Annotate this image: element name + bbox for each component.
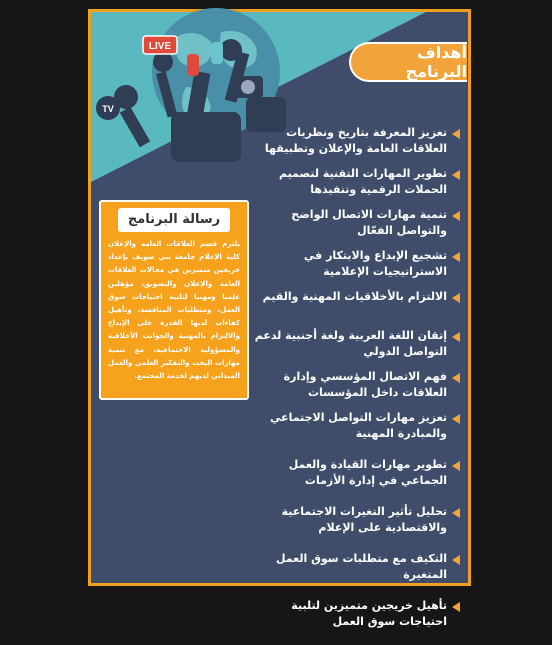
arrow-bullet-icon: [452, 293, 460, 303]
arrow-bullet-icon: [452, 252, 460, 262]
arrow-bullet-icon: [452, 170, 460, 180]
camera-icon: [233, 76, 263, 98]
goals-title: [349, 42, 467, 82]
goal-item: التكيف مع متطلبات سوق العمل المتغيرة: [252, 551, 460, 583]
goal-item: تعزيز مهارات التواصل الاجتماعي والمبادرة المهنية: [252, 410, 460, 442]
goals-title-text: أهداف البرنامج: [405, 43, 467, 81]
program-message-box: [99, 200, 249, 400]
program-message-body: يلتزم قسم العلاقات العامة والإعلان كلية الإعلام جامعة بني سويف بإعداد خريجين متميزين في مجالات العلاقات العامة والإعلان والتسويق، مؤهلين علميا ومهنيا لتلبية احتياجات سوق العمل، ومتطلبات المنافسة، وتأهيل كفاءات لديها القدرة على الإبداع والالتزام بالمهنية والجوانب الأخلاقية والمسؤولية الاجتماعية، مع تنمية مهارات البحث والتفكير العلمي والعمل الميداني لديهم لخدمة المجتمع.: [108, 240, 240, 381]
arrow-bullet-icon: [452, 129, 460, 139]
program-poster: [88, 9, 471, 628]
program-message-title: رسالة البرنامج: [118, 208, 230, 232]
goal-item: الالتزام بالأخلاقيات المهنية والقيم: [252, 289, 460, 319]
goal-item: إتقان اللغة العربية ولغة أجنبية لدعم التواصل الدولي: [252, 328, 460, 360]
live-badge: [143, 36, 177, 54]
arrow-bullet-icon: [452, 414, 460, 424]
svg-text:LIVE: LIVE: [148, 41, 172, 52]
goal-item: تشجيع الإبداع والابتكار في الاستراتيجيات الإعلامية: [252, 248, 460, 280]
arrow-bullet-icon: [452, 555, 460, 565]
goal-item: تحليل تأثير التغيرات الاجتماعية والاقتصادية على الإعلام: [252, 504, 460, 536]
goal-item: تطوير المهارات التقنية لتصميم الحملات الرقمية وتنفيذها: [252, 166, 460, 198]
arrow-bullet-icon: [452, 332, 460, 342]
goal-item: تطوير مهارات القيادة والعمل الجماعي في إدارة الأزمات: [252, 457, 460, 489]
goals-list: [252, 125, 460, 645]
goal-item: فهم الاتصال المؤسسي وإدارة العلاقات داخل المؤسسات: [252, 369, 460, 401]
goal-item: تنمية مهارات الاتصال الواضح والتواصل الفعّال: [252, 207, 460, 239]
arrow-bullet-icon: [452, 602, 460, 612]
arrow-bullet-icon: [452, 373, 460, 383]
tv-badge: [96, 96, 120, 120]
goal-item: تأهيل خريجين متميزين لتلبية احتياجات سوق العمل: [252, 598, 460, 630]
goal-item: تعزيز المعرفة بتاريخ ونظريات العلاقات العامة والإعلان وتطبيقها: [252, 125, 460, 157]
svg-text:TV: TV: [102, 104, 114, 114]
arrow-bullet-icon: [452, 508, 460, 518]
arrow-bullet-icon: [452, 211, 460, 221]
arrow-bullet-icon: [452, 461, 460, 471]
